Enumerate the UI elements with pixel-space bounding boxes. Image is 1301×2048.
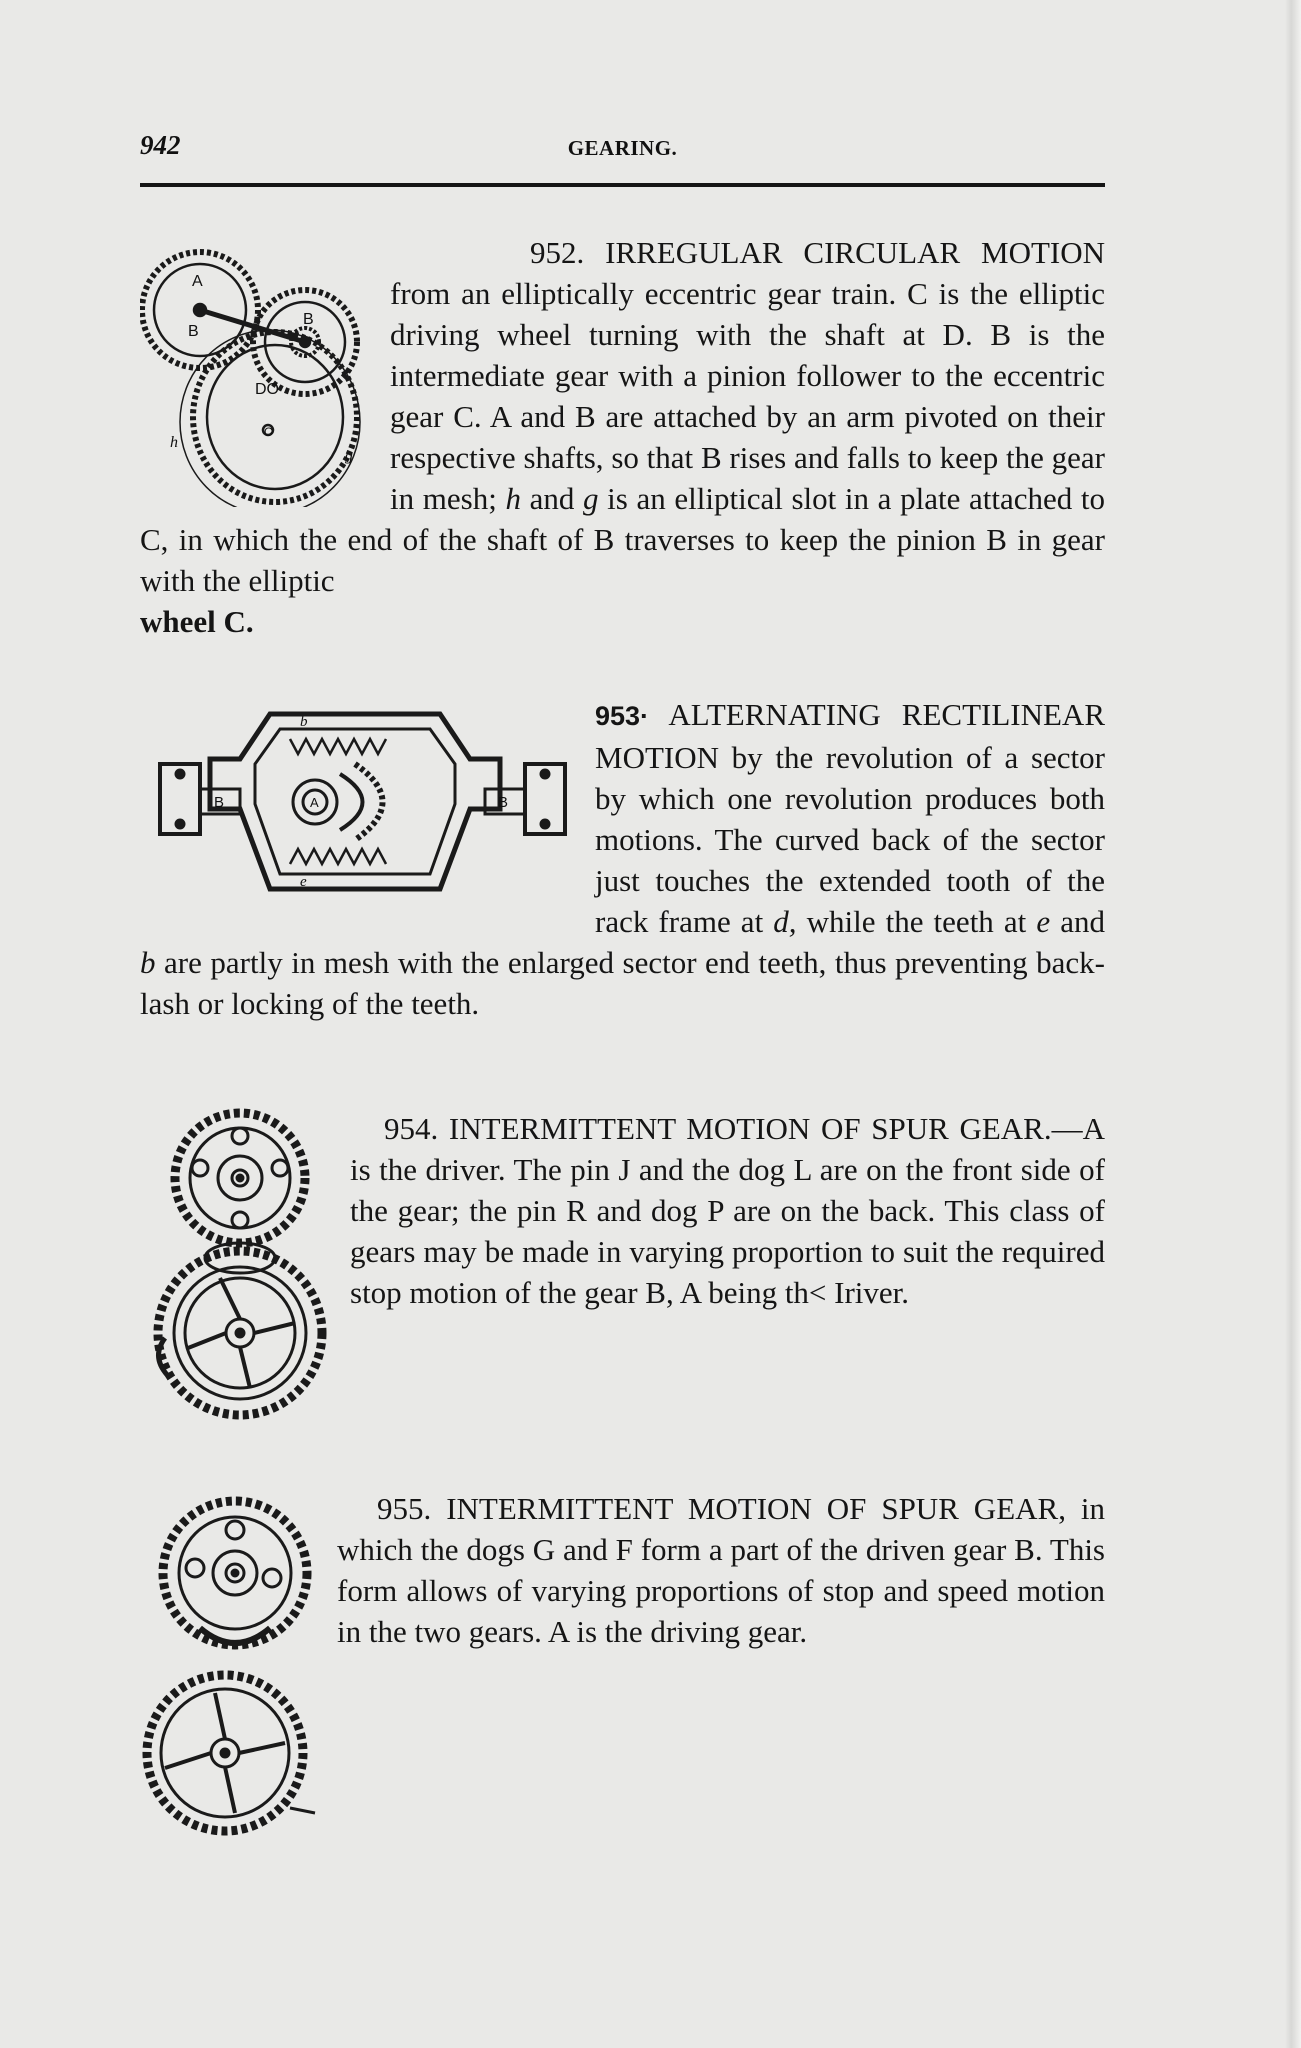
fig952-label-o: O — [264, 425, 274, 439]
entry-952-body-after: is an elliptical slot in a plate attached to C, in which the end of the shaft of B traverses to keep the pinion B in gear with the elliptic — [140, 481, 1105, 598]
figure-952-elliptic-gear-train — [140, 232, 380, 507]
entry-953-number: 953· — [595, 701, 650, 731]
intermittent-gear-drawing — [140, 1108, 340, 1438]
fig952-label-b2: B — [303, 311, 314, 328]
entry-955-number: 955. — [377, 1491, 432, 1526]
entry-952 — [140, 232, 1105, 642]
entry-954-title: INTERMITTENT MOTION OF SPUR GEAR. — [448, 1111, 1052, 1146]
entry-953-body: by the revolution of a sector by which one revolution produces both motions. The curved back of the sector just touches the extended tooth of the rack frame at — [595, 740, 1105, 939]
running-head — [140, 130, 1105, 170]
entry-953-and: and — [1050, 904, 1105, 939]
fig953-label-a: A — [310, 795, 319, 810]
entry-955-title: INTERMITTENT MOTION OF SPUR GEAR, — [446, 1491, 1066, 1526]
fig952-label-do: DO — [255, 381, 279, 398]
intermittent-gear-dogs-drawing — [140, 1488, 325, 1848]
page-edge — [1285, 0, 1301, 2048]
entry-952-italic-g: g — [583, 481, 599, 516]
entry-953-body-mid: while the teeth at — [796, 904, 1037, 939]
fig952-label-b1: B — [188, 323, 199, 340]
entry-953 — [140, 694, 1105, 1024]
entry-954 — [140, 1108, 1105, 1438]
fig953-label-b-small: b — [300, 714, 308, 730]
elliptic-gear-train-drawing — [140, 232, 380, 507]
figure-954-intermittent-gear — [140, 1108, 340, 1438]
figure-953-rack-sector — [140, 694, 585, 909]
entry-954-body: —A is the driver. The pin J and the dog L are on the front side of the gear; the pin R and dog P are on the back. This class of gears may be made in varying proportion to suit the required stop motion of the gear B, A being th< Iriver. — [350, 1111, 1106, 1310]
entry-953-italic-d: d, — [773, 904, 797, 939]
entry-952-body: from an elliptically eccentric gear train. C is the elliptic driving wheel turning with the shaft at D. B is the intermediate gear with a pinion follower to the eccentric gear C. A and B are attached by an arm pivoted on their respective shafts, so that B rises and falls to keep the gear in mesh; — [390, 276, 1105, 516]
entry-954-number: 954. — [384, 1111, 439, 1146]
fig952-label-g: g — [345, 447, 353, 464]
entry-953-title: ALTERNATING RECTILINEAR MOTION — [595, 697, 1105, 775]
entry-952-and: and — [520, 481, 584, 516]
entry-955-body: in which the dogs G and F form a part of the driven gear B. This form allows of varying proportions of stop and speed motion in the two gears. A is the driving gear. — [337, 1491, 1106, 1649]
entry-953-italic-b: b — [140, 945, 156, 980]
figure-955-intermittent-gear — [140, 1488, 325, 1848]
page-number: 942 — [140, 130, 181, 160]
rack-sector-drawing — [140, 694, 585, 909]
entry-953-italic-e: e — [1036, 904, 1051, 939]
entry-955 — [140, 1488, 1105, 1848]
entry-952-bold-end: wheel C. — [140, 604, 254, 639]
fig952-label-a: A — [192, 273, 203, 290]
fig953-label-b-left: B — [214, 794, 225, 811]
running-title: GEARING. — [567, 136, 678, 160]
entry-952-title: IRREGULAR CIRCULAR MOTION — [605, 235, 1105, 270]
fig953-label-e: e — [300, 874, 307, 890]
fig952-label-h: h — [170, 434, 178, 451]
fig953-label-b-right: B — [498, 794, 509, 811]
header-rule — [140, 183, 1105, 187]
entry-952-italic-h: h — [505, 481, 521, 516]
entry-952-number: 952. — [530, 235, 585, 270]
entry-953-body-after: are partly in mesh with the enlarged sector end teeth, thus preventing back-lash or locking of the teeth. — [140, 945, 1105, 1021]
